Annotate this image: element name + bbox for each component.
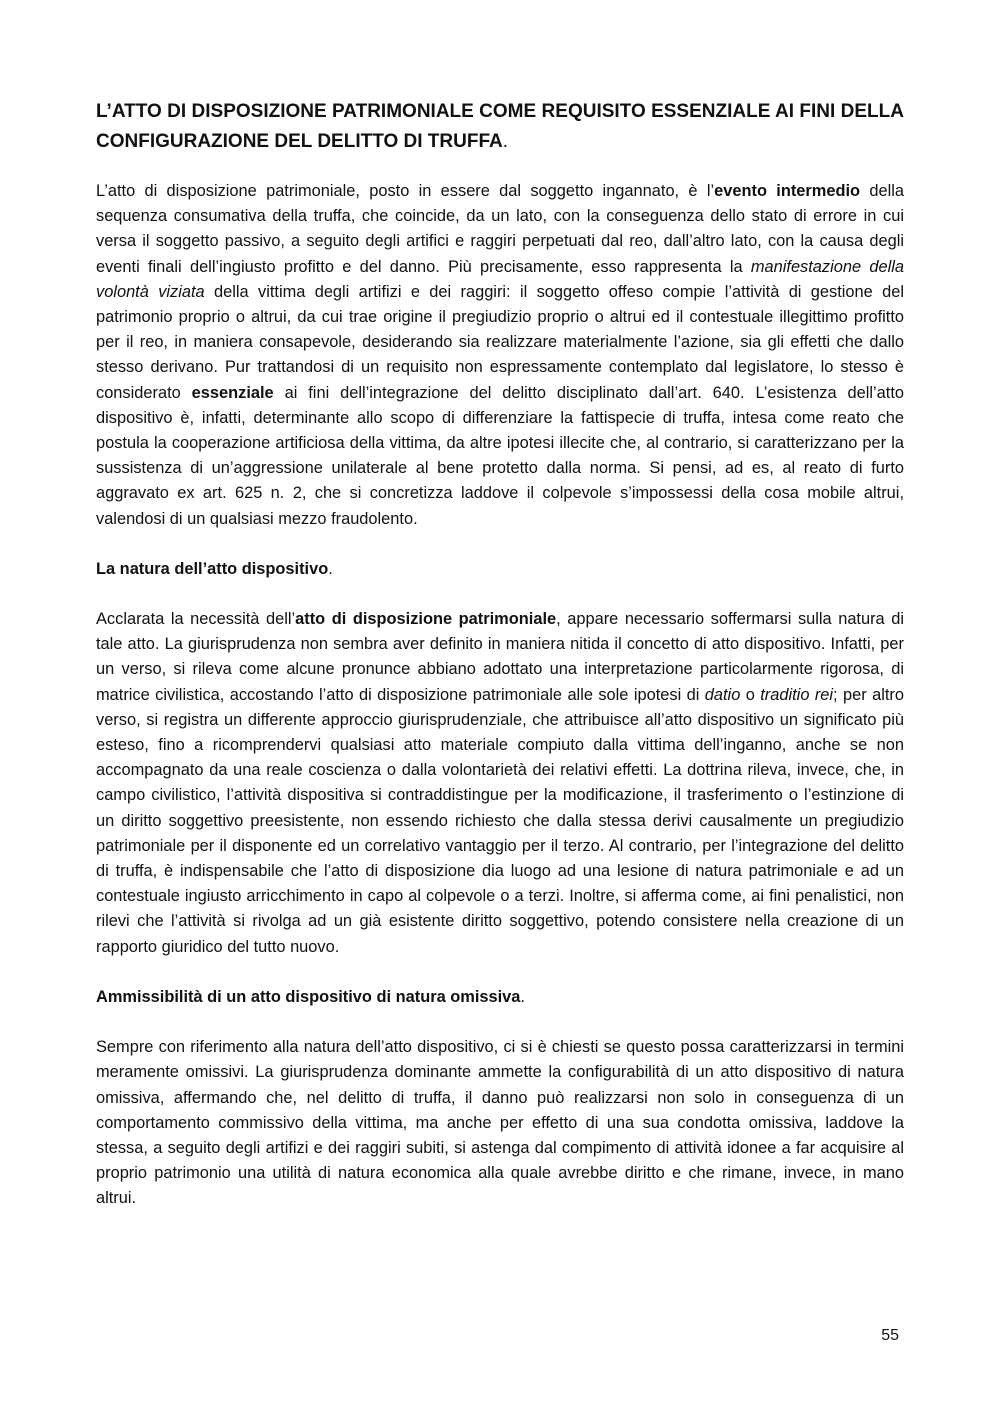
paragraph-2-italic-datio: datio xyxy=(704,685,741,704)
paragraph-1-bold-evento-intermedio: evento intermedio xyxy=(714,182,861,200)
section-heading-natura-text: La natura dell’atto dispositivo xyxy=(96,559,329,578)
section-heading-omissiva-text: Ammissibilità di un atto dispositivo di natura omissiva xyxy=(96,987,521,1006)
paragraph-2-text-2: , appare necessario soffermarsi sulla natura di tale atto. La giurisprudenza non sembra aver definito in maniera nitida il concetto di atto dispositivo. Infatti, per un verso, si rileva come alcune pronunce abbiano adottato una interpretazione particolarmente rigorosa, di matrice civilistica, accostando l’atto di disposizione patrimoniale alle sole ipotesi di xyxy=(96,610,904,704)
paragraph-1-text-2: della sequenza consumativa della truffa, che coincide, da un lato, con la conseguenza dello stato di errore in cui versa il soggetto passivo, a seguito degli artifici e raggiri perpetuati dal reo, dall’altro lato, con la causa degli eventi finali dell’ingiusto profitto e del danno. Più precisamente, esso rappresenta la xyxy=(96,182,904,276)
section-heading-omissiva xyxy=(96,985,904,1010)
paragraph-1-italic-manifestazione: manifestazione della volontà viziata xyxy=(96,257,904,301)
document-title-period: . xyxy=(502,131,509,152)
paragraph-1-text-3: della vittima degli artifizi e dei raggiri: il soggetto offeso compie l’attività di gestione del patrimonio proprio o altrui, da cui trae origine il pregiudizio proprio o altrui ed il contestuale illegittimo profitto per il reo, in maniera consapevole, desiderando sia realizzare materialmente l’azione, sia gli effetti che dallo stesso derivano. Pur trattandosi di un requisito non espressamente contemplato dal legislatore, lo stesso è considerato xyxy=(96,282,904,402)
document-title-text: L’ATTO DI DISPOSIZIONE PATRIMONIALE COME REQUISITO ESSENZIALE AI FINI DELLA CONFIGURAZIONE DEL DELITTO DI TRUFFA xyxy=(96,101,904,152)
paragraph-1-bold-essenziale: essenziale xyxy=(191,383,274,402)
paragraph-natura-atto xyxy=(96,607,904,960)
paragraph-1-text-1: L’atto di disposizione patrimoniale, posto in essere dal soggetto ingannato, è l’ xyxy=(96,182,715,200)
paragraph-1-text-4: ai fini dell’integrazione del delitto disciplinato dall’art. 640. L’esistenza dell’atto dispositivo è, infatti, determinante allo scopo di differenziare la fattispecie di truffa, intesa come reato che postula la cooperazione artificiosa della vittima, da altre ipotesi illecite che, al contrario, si caratterizzano per la sussistenza di un’aggressione unilaterale al bene protetto dalla norma. Si pensi, ad es, al reato di furto aggravato ex art. 625 n. 2, che si concretizza laddove il colpevole s’impossessi della cosa mobile altrui, valendosi di un qualsiasi mezzo fraudolento. xyxy=(96,383,904,528)
paragraph-2-text-3: o xyxy=(740,685,761,704)
paragraph-2-bold-atto-disposizione: atto di disposizione patrimoniale xyxy=(295,610,557,629)
section-heading-natura xyxy=(96,557,904,582)
paragraph-2-text-1: Acclarata la necessità dell’ xyxy=(96,610,296,629)
document-title xyxy=(96,97,904,157)
paragraph-atto-disposizione xyxy=(96,179,904,532)
section-heading-omissiva-period: . xyxy=(520,987,525,1006)
paragraph-2-italic-traditio-rei: traditio rei xyxy=(760,685,834,704)
paragraph-3-text: Sempre con riferimento alla natura dell’atto dispositivo, ci si è chiesti se questo possa caratterizzarsi in termini meramente omissivi. La giurisprudenza dominante ammette la configurabilità di un atto dispositivo di natura omissiva, affermando che, nel delitto di truffa, il danno può realizzarsi non solo in conseguenza di un comportamento commissivo della vittima, ma anche per effetto di una sua condotta omissiva, laddove la stessa, a seguito degli artifizi e dei raggiri subiti, si astenga dal compimento di attività idonee a far acquisire al proprio patrimonio una utilità di natura economica alla quale avrebbe diritto e che rimane, invece, in mano altrui. xyxy=(96,1038,904,1208)
paragraph-atto-omissivo xyxy=(96,1035,904,1211)
paragraph-2-text-4: ; per altro verso, si registra un differente approccio giurisprudenziale, che attribuisce all’atto dispositivo un significato più esteso, fino a ricomprendervi qualsiasi atto materiale compiuto dalla vittima dell’inganno, anche se non accompagnato da una reale coscienza o dalla volontarietà dei relativi effetti. La dottrina rileva, invece, che, in campo civilistico, l’attività dispositiva si contraddistingue per la modificazione, il trasferimento o l’estinzione di un diritto soggettivo preesistente, non essendo richiesto che dalla stessa derivi causalmente un pregiudizio patrimoniale per il disponente ed un correlativo vantaggio per il terzo. Al contrario, per l’integrazione del delitto di truffa, è indispensabile che l’atto di disposizione dia luogo ad una lesione di natura patrimoniale e ad un contestuale ingiusto arricchimento in capo al colpevole o a terzi. Inoltre, si afferma come, ai fini penalistici, non rilevi che l’attività si rivolga ad un già esistente diritto soggettivo, potendo consistere nella creazione di un rapporto giuridico del tutto nuovo. xyxy=(96,685,904,956)
section-heading-natura-period: . xyxy=(328,559,333,578)
page-number: 55 xyxy=(881,1327,899,1344)
document-page xyxy=(96,97,904,1237)
